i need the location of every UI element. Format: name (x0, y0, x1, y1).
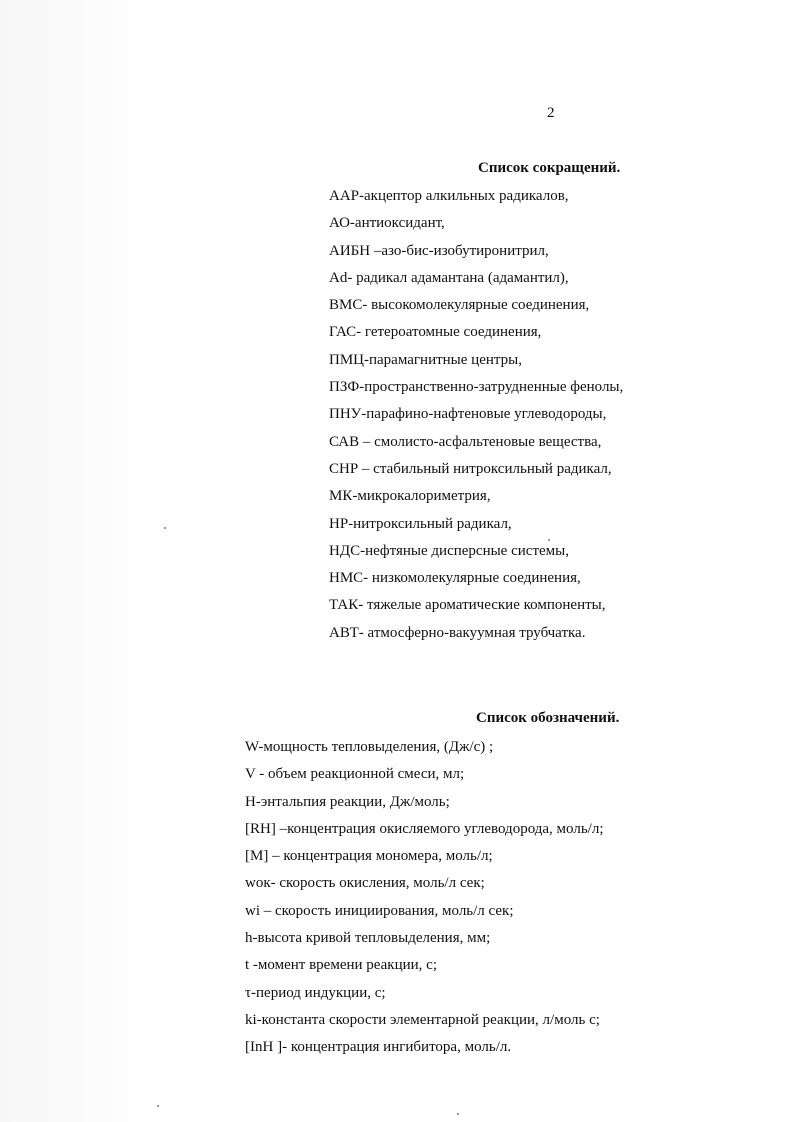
abbreviation-item: НДС-нефтяные дисперсные системы, (329, 542, 569, 559)
abbreviation-item: АВТ- атмосферно-вакуумная трубчатка. (329, 624, 586, 641)
symbol-item: τ-период индукции, с; (245, 984, 386, 1001)
symbol-item: W-мощность тепловыделения, (Дж/с) ; (245, 739, 494, 755)
abbreviation-item: ПЗФ-пространственно-затрудненные фенолы, (329, 379, 624, 396)
abbreviation-item: МК-микрокалориметрия, (329, 488, 491, 505)
abbreviation-item: ПНУ-парафино-нафтеновые углеводороды, (329, 406, 607, 423)
abbreviations-list (329, 183, 623, 647)
abbreviation-item: Ad- радикал адамантана (адамантил), (329, 269, 569, 286)
symbol-item: [RH] –концентрация окисляемого углеводорода, моль/л; (245, 820, 604, 837)
symbol-item: wок- скорость окисления, моль/л сек; (245, 875, 485, 892)
symbol-item: V - объем реакционной смеси, мл; (245, 766, 465, 783)
symbols-list (245, 734, 604, 1062)
scan-speck (457, 1113, 459, 1115)
scan-speck (164, 527, 166, 529)
abbreviation-item: ГАС- гетероатомные соединения, (329, 324, 542, 341)
symbol-item: t -момент времени реакции, с; (245, 957, 437, 974)
page-number: 2 (547, 105, 555, 121)
abbreviation-item: ВМС- высокомолекулярные соединения, (329, 297, 590, 314)
scan-speck (157, 1105, 159, 1107)
scan-margin-shade (0, 0, 150, 1122)
symbol-item: wi – скорость инициирования, моль/л сек; (245, 902, 514, 919)
symbol-item: [M] – концентрация мономера, моль/л; (245, 848, 493, 865)
scan-speck (548, 539, 550, 541)
symbol-item: ki-константа скорости элементарной реакции, л/моль с; (245, 1011, 600, 1028)
symbol-item: Н-энтальпия реакции, Дж/моль; (245, 793, 450, 810)
abbreviation-item: АИБН –азо-бис-изобутиронитрил, (329, 242, 549, 259)
abbreviation-item: ТАК- тяжелые ароматические компоненты, (329, 597, 606, 614)
abbreviation-item: САВ – смолисто-асфальтеновые вещества, (329, 433, 602, 450)
abbreviation-item: АО-антиоксидант, (329, 215, 445, 232)
abbreviation-item: ААР-акцептор алкильных радикалов, (329, 188, 569, 204)
abbreviations-title: Список сокращений. (478, 160, 621, 176)
abbreviation-item: ПМЦ-парамагнитные центры, (329, 351, 522, 368)
abbreviation-item: НР-нитроксильный радикал, (329, 515, 512, 532)
symbol-item: [InH ]- концентрация ингибитора, моль/л. (245, 1039, 512, 1056)
symbol-item: h-высота кривой тепловыделения, мм; (245, 930, 491, 947)
symbols-title: Список обозначений. (476, 710, 620, 726)
abbreviation-item: СНР – стабильный нитроксильный радикал, (329, 460, 612, 477)
abbreviation-item: НМС- низкомолекулярные соединения, (329, 570, 581, 587)
